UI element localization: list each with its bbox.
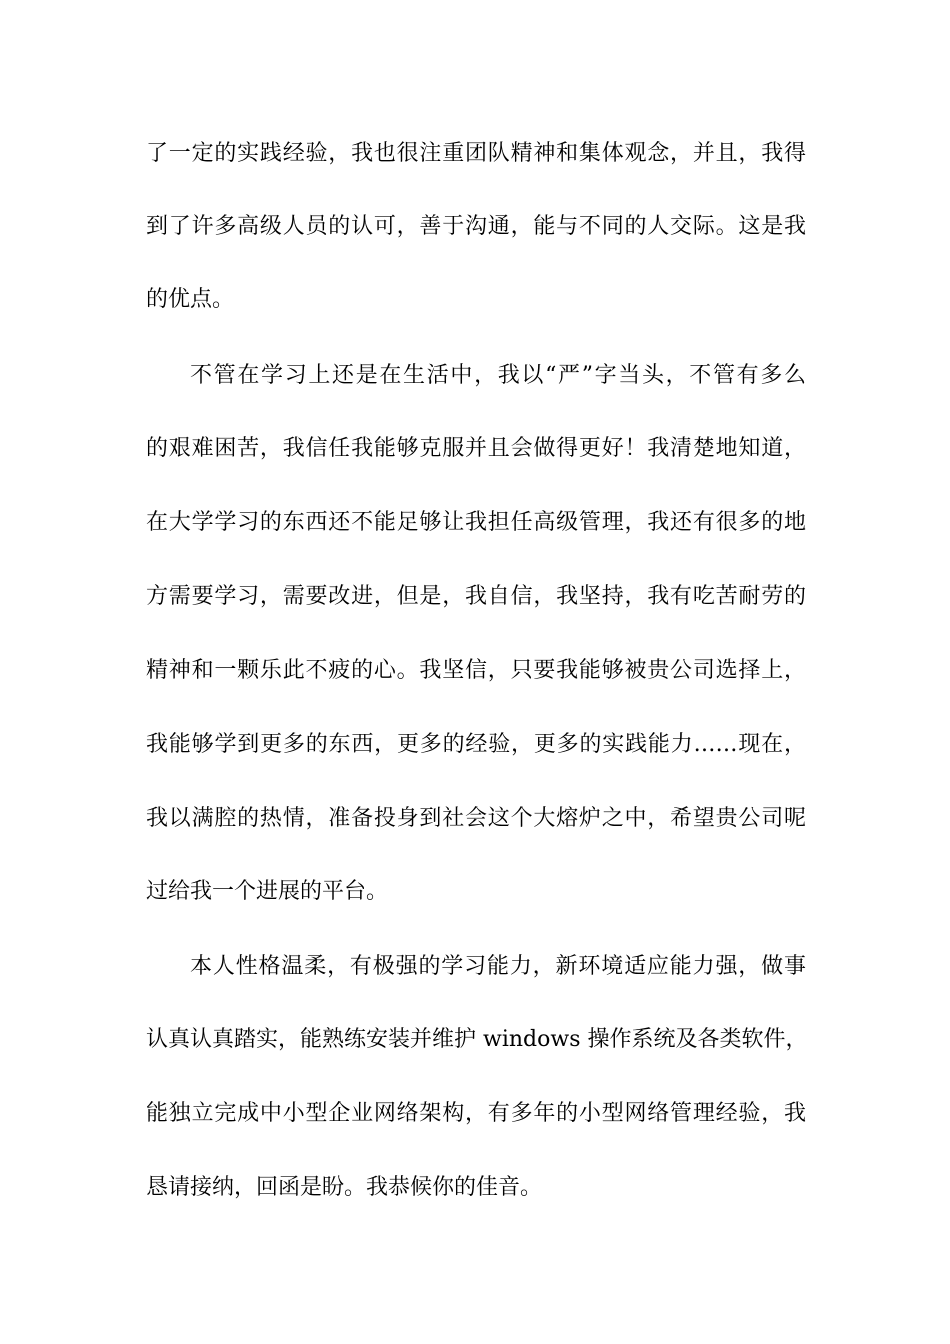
- paragraph-1-line-1: 了一定的实践经验，我也很注重团队精神和集体观念，并且，我得: [146, 141, 806, 166]
- paragraph-3-line-2: 认真认真踏实，能熟练安装并维护 windows 操作系统及各类软件，: [146, 1027, 808, 1052]
- paragraph-2-line-2: 的艰难困苦，我信任我能够克服并且会做得更好！我清楚地知道，: [146, 436, 806, 461]
- paragraph-3-line-4: 恳请接纳，回函是盼。我恭候你的佳音。: [146, 1175, 543, 1200]
- paragraph-2-line-1: 不管在学习上还是在生活中，我以“严”字当头，不管有多么: [190, 363, 806, 388]
- paragraph-2-line-6: 我能够学到更多的东西，更多的经验，更多的实践能力……现在，: [146, 732, 806, 757]
- paragraph-1-line-2: 到了许多高级人员的认可，善于沟通，能与不同的人交际。这是我: [146, 214, 806, 239]
- paragraph-2-line-7: 我以满腔的热情，准备投身到社会这个大熔炉之中，希望贵公司呢: [146, 806, 806, 831]
- paragraph-2-line-5: 精神和一颗乐此不疲的心。我坚信，只要我能够被贵公司选择上，: [146, 658, 806, 683]
- paragraph-2-line-3: 在大学学习的东西还不能足够让我担任高级管理，我还有很多的地: [146, 510, 806, 535]
- paragraph-2-line-4: 方需要学习，需要改进，但是，我自信，我坚持，我有吃苦耐劳的: [146, 584, 806, 609]
- paragraph-3-line-1: 本人性格温柔，有极强的学习能力，新环境适应能力强，做事: [190, 954, 806, 979]
- paragraph-1-line-3: 的优点。: [146, 287, 235, 312]
- paragraph-3-line-3: 能独立完成中小型企业网络架构，有多年的小型网络管理经验，我: [146, 1101, 806, 1126]
- paragraph-2-line-8: 过给我一个进展的平台。: [146, 879, 389, 904]
